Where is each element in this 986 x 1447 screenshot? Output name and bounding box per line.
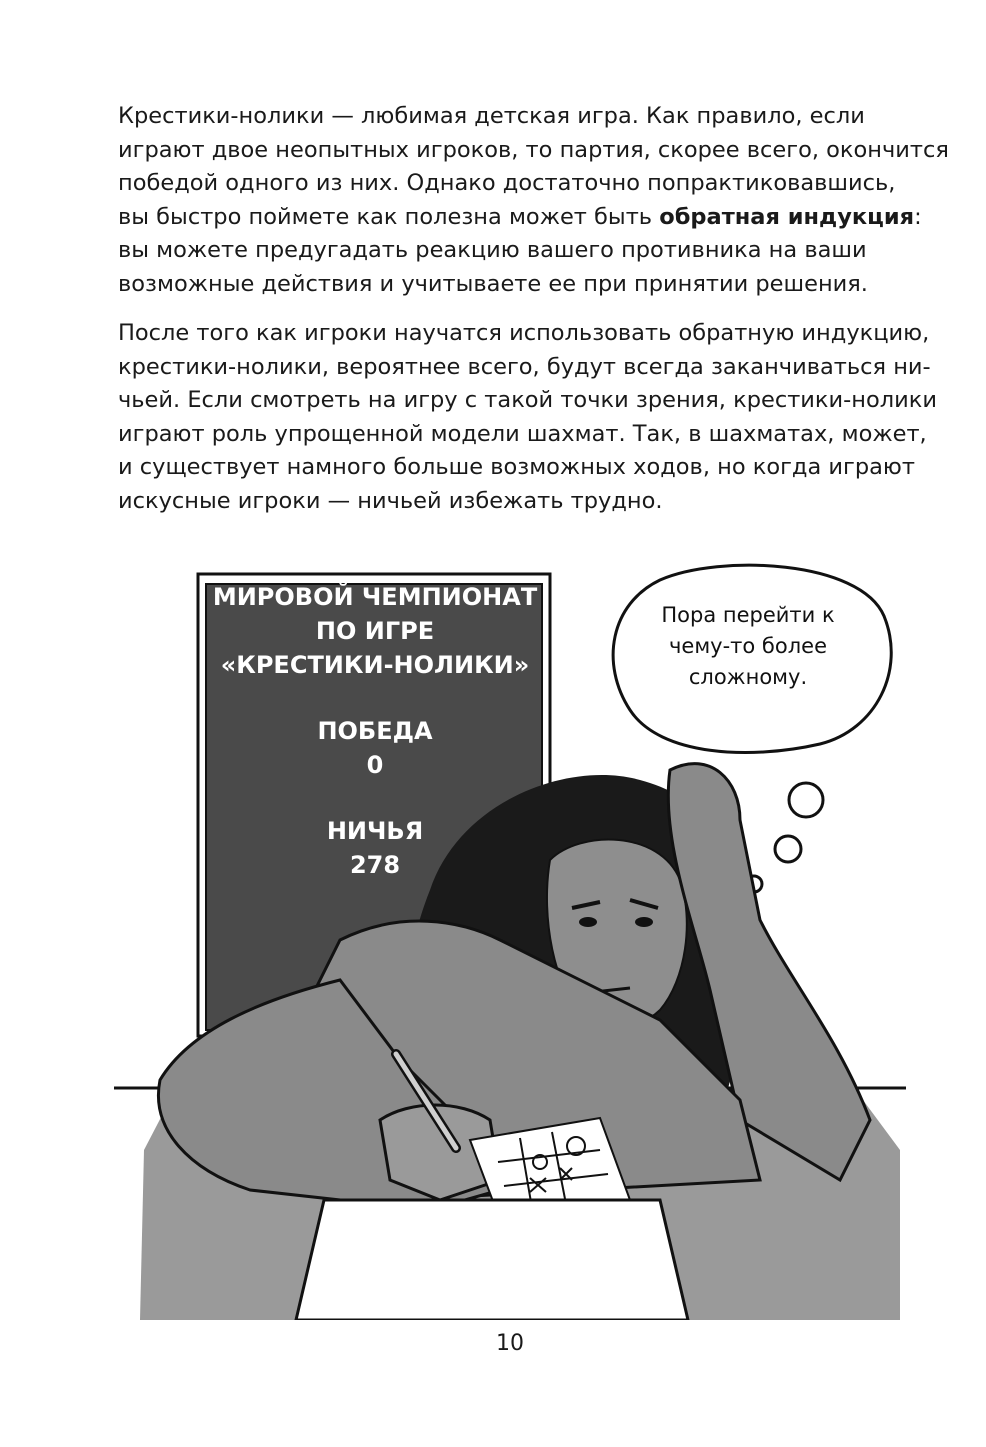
thought-bubble-text	[632, 600, 864, 693]
scoreboard-text	[200, 580, 550, 882]
table-card	[296, 1200, 688, 1320]
text-line: После того как игроки научатся использовать обратную индукцию,	[118, 320, 930, 346]
text-span: вы быстро поймете как полезна может быть	[118, 203, 660, 230]
wins-value: 0	[366, 751, 384, 779]
bubble-line: Пора перейти к	[661, 603, 835, 627]
paragraph-1	[118, 100, 949, 301]
text-line: и существует намного больше возможных ходов, но когда играют	[118, 454, 915, 480]
text-line: возможные действия и учитываете ее при принятии решения.	[118, 270, 868, 297]
text-line: победой одного из них. Однако достаточно попрактиковавшись,	[118, 170, 896, 196]
bold-term: обратная индукция	[659, 203, 915, 230]
text-line: чьей. Если смотреть на игру с такой точки зрения, крестики-нолики	[118, 387, 937, 413]
paragraph-2	[118, 317, 937, 518]
board-title-line: МИРОВОЙ ЧЕМПИОНАТ	[212, 583, 538, 611]
text-line	[118, 201, 922, 235]
board-title-line: «КРЕСТИКИ-НОЛИКИ»	[220, 651, 530, 679]
text-span: :	[914, 203, 922, 230]
bubble-line: сложному.	[688, 665, 808, 689]
page-number: 10	[496, 1331, 524, 1356]
text-line: играют роль упрощенной модели шахмат. Так, в шахматах, может,	[118, 420, 927, 447]
text-line: играют двое неопытных игроков, то партия, скорее всего, окончится	[118, 136, 949, 163]
board-title-line: ПО ИГРЕ	[315, 617, 435, 645]
text-line: искусные игроки — ничьей избежать трудно.	[118, 487, 663, 514]
bubble-line: чему-то более	[669, 634, 827, 658]
text-line: Крестики-нолики — любимая детская игра. Как правило, если	[118, 103, 865, 129]
draws-value: 278	[349, 851, 401, 879]
wins-label: ПОБЕДА	[317, 717, 433, 745]
text-line: крестики-нолики, вероятнее всего, будут всегда заканчиваться ни-	[118, 353, 931, 380]
text-line: вы можете предугадать реакцию вашего противника на ваши	[118, 237, 867, 263]
draws-label: НИЧЬЯ	[326, 817, 424, 845]
